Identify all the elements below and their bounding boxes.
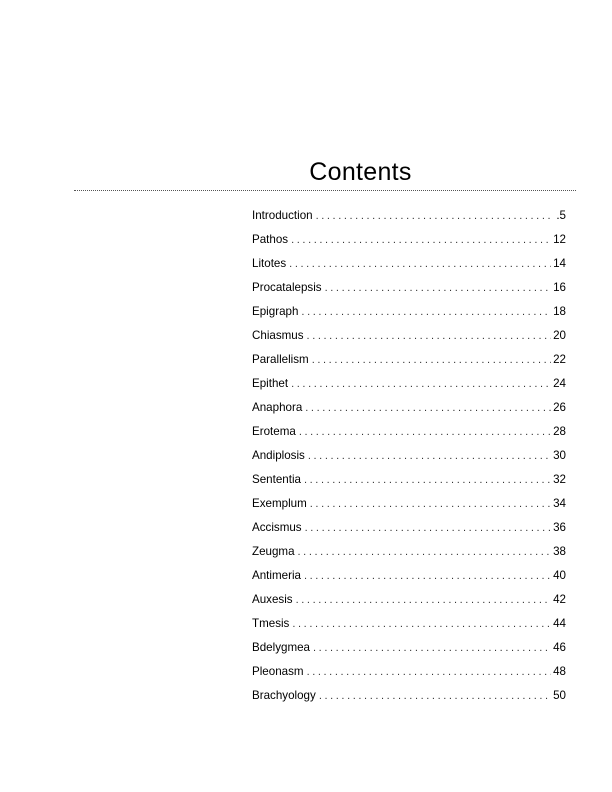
toc-entry xyxy=(252,494,566,518)
toc-entry-label: Accismus xyxy=(252,521,302,534)
toc-dot-leader xyxy=(307,662,552,682)
toc-dot-leader xyxy=(325,278,551,298)
toc-entry-page-number: 30 xyxy=(553,449,566,462)
toc-entry-label: Antimeria xyxy=(252,569,301,582)
toc-entry xyxy=(252,470,566,494)
toc-dot-leader xyxy=(313,638,551,658)
toc-entry-page-number: 18 xyxy=(553,305,566,318)
toc-entry-page-number: 42 xyxy=(553,593,566,606)
toc-entry xyxy=(252,374,566,398)
toc-entry xyxy=(252,686,566,710)
toc-dot-leader xyxy=(307,326,552,346)
title-divider xyxy=(74,190,576,191)
toc-dot-leader xyxy=(291,374,551,394)
toc-dot-leader xyxy=(298,542,552,562)
toc-entry-page-number: 12 xyxy=(553,233,566,246)
toc-entry-label: Epigraph xyxy=(252,305,299,318)
toc-entry-page-number: 38 xyxy=(553,545,566,558)
toc-dot-leader xyxy=(299,422,551,442)
toc-entry-label: Chiasmus xyxy=(252,329,304,342)
toc-dot-leader xyxy=(308,446,551,466)
toc-dot-leader xyxy=(305,518,551,538)
toc-entry-label: Anaphora xyxy=(252,401,303,414)
toc-entry-label: Erotema xyxy=(252,425,296,438)
toc-entry-page-number: 40 xyxy=(553,569,566,582)
toc-entry-label: Brachyology xyxy=(252,689,316,702)
table-of-contents xyxy=(252,206,566,710)
toc-entry xyxy=(252,206,566,230)
toc-entry-label: Epithet xyxy=(252,377,289,390)
toc-dot-leader xyxy=(304,566,551,586)
toc-entry-page-number: 48 xyxy=(553,665,566,678)
toc-entry xyxy=(252,398,566,422)
toc-entry-page-number: 44 xyxy=(553,617,566,630)
toc-dot-leader xyxy=(291,230,551,250)
toc-entry-label: Auxesis xyxy=(252,593,293,606)
toc-entry-page-number: 24 xyxy=(553,377,566,390)
toc-entry xyxy=(252,566,566,590)
toc-entry-label: Sententia xyxy=(252,473,301,486)
toc-dot-leader xyxy=(319,686,551,706)
toc-entry xyxy=(252,518,566,542)
toc-entry-label: Procatalepsis xyxy=(252,281,322,294)
toc-entry xyxy=(252,422,566,446)
toc-entry-page-number: 28 xyxy=(553,425,566,438)
toc-entry-label: Zeugma xyxy=(252,545,295,558)
toc-entry-page-number: .5 xyxy=(556,209,566,222)
toc-entry-page-number: 22 xyxy=(553,353,566,366)
toc-entry xyxy=(252,350,566,374)
toc-dot-leader xyxy=(316,206,555,226)
toc-entry-page-number: 50 xyxy=(553,689,566,702)
toc-entry-label: Andiplosis xyxy=(252,449,305,462)
toc-entry xyxy=(252,326,566,350)
toc-dot-leader xyxy=(305,398,551,418)
toc-entry-label: Parallelism xyxy=(252,353,309,366)
toc-dot-leader xyxy=(312,350,551,370)
toc-entry xyxy=(252,590,566,614)
toc-entry-page-number: 14 xyxy=(553,257,566,270)
toc-entry-label: Bdelygmea xyxy=(252,641,311,654)
toc-entry-page-number: 20 xyxy=(553,329,566,342)
toc-entry xyxy=(252,638,566,662)
toc-entry xyxy=(252,662,566,686)
toc-entry xyxy=(252,230,566,254)
page-title: Contents xyxy=(309,158,412,186)
toc-entry xyxy=(252,614,566,638)
toc-entry-page-number: 32 xyxy=(553,473,566,486)
toc-entry xyxy=(252,302,566,326)
toc-entry-label: Pleonasm xyxy=(252,665,304,678)
toc-entry-page-number: 36 xyxy=(553,521,566,534)
toc-entry-page-number: 26 xyxy=(553,401,566,414)
toc-entry-label: Tmesis xyxy=(252,617,290,630)
toc-entry xyxy=(252,278,566,302)
toc-entry-label: Litotes xyxy=(252,257,287,270)
toc-dot-leader xyxy=(296,590,551,610)
toc-entry xyxy=(252,254,566,278)
toc-dot-leader xyxy=(301,302,551,322)
toc-entry-label: Pathos xyxy=(252,233,289,246)
toc-entry-page-number: 34 xyxy=(553,497,566,510)
toc-entry-page-number: 46 xyxy=(553,641,566,654)
toc-dot-leader xyxy=(289,254,551,274)
toc-entry-label: Introduction xyxy=(252,209,313,222)
toc-entry xyxy=(252,446,566,470)
toc-entry-label: Exemplum xyxy=(252,497,307,510)
toc-dot-leader xyxy=(304,470,551,490)
toc-entry xyxy=(252,542,566,566)
toc-dot-leader xyxy=(310,494,551,514)
toc-entry-page-number: 16 xyxy=(553,281,566,294)
toc-dot-leader xyxy=(292,614,551,634)
